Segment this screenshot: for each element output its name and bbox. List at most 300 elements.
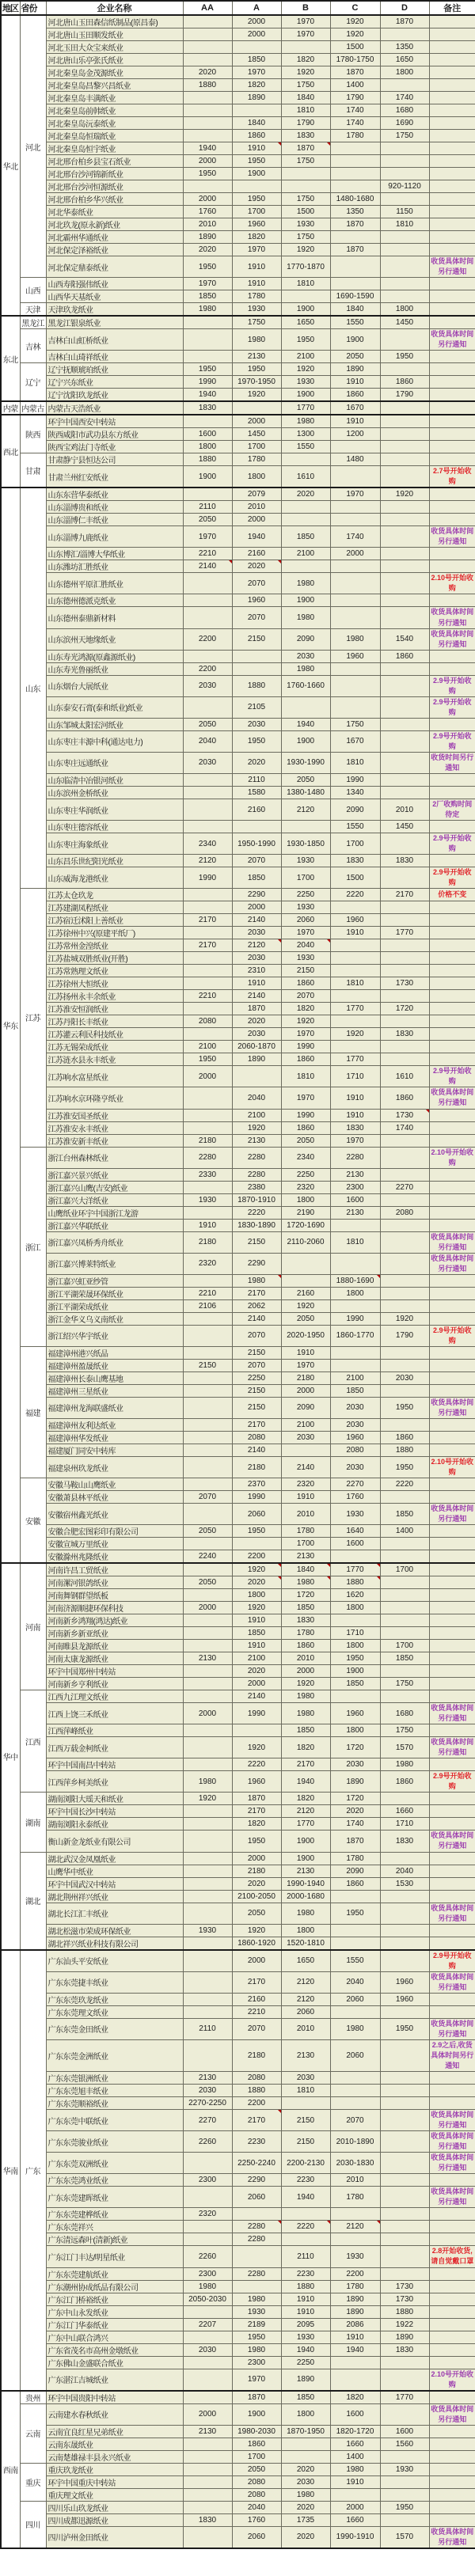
- note-cell: [429, 206, 475, 218]
- table-row: [1, 526, 475, 548]
- price-cell-C: 1960: [330, 914, 380, 927]
- price-cell-C: 1780: [330, 2280, 380, 2293]
- note-cell: [429, 1418, 475, 1431]
- note-cell: [429, 914, 475, 927]
- table-row: [1, 2267, 475, 2280]
- price-cell-B: 1650: [281, 1950, 330, 1972]
- price-cell-AA: 2050: [183, 718, 232, 730]
- province-cell: 山西: [20, 278, 46, 303]
- note-cell: 2.9号开始收购: [429, 867, 475, 889]
- price-cell-A: 2070: [232, 2018, 281, 2039]
- price-cell-D: [380, 1550, 429, 1564]
- price-cell-D: 1870: [380, 15, 429, 28]
- price-cell-D: 1830: [380, 1831, 429, 1852]
- price-cell-A: 2040: [232, 1087, 281, 1109]
- price-cell-C: 1660: [330, 2513, 380, 2526]
- price-cell-B: 1980: [281, 1903, 330, 1924]
- price-cell-C: 1790: [330, 92, 380, 104]
- price-cell-D: [380, 2187, 429, 2208]
- province-cell: 云南: [20, 2403, 46, 2463]
- company-cell: 广东汕头平安纸业: [46, 1950, 183, 1972]
- price-cell-AA: 2030: [183, 2343, 232, 2356]
- column-header-1: 省份: [20, 1, 46, 15]
- table-row: [1, 1287, 475, 1299]
- note-cell: [429, 1993, 475, 2005]
- note-cell: [429, 1758, 475, 1771]
- price-cell-D: 1750: [380, 1678, 429, 1690]
- company-cell: 安徽宿州鑫光纸业: [46, 1504, 183, 1525]
- company-cell: 湖南浏阳永泰纸业: [46, 1818, 183, 1831]
- price-cell-C: 1880-1690: [330, 1274, 380, 1287]
- table-row: [1, 650, 475, 662]
- province-cell: 广东: [20, 1950, 46, 2391]
- price-cell-C: 1870: [330, 218, 380, 231]
- note-cell: 2.9号开始收购: [429, 696, 475, 718]
- price-cell-C: [330, 965, 380, 977]
- note-cell: [429, 1206, 475, 1219]
- price-cell-C: 1760: [330, 1491, 380, 1504]
- price-cell-A: 1850: [232, 54, 281, 66]
- note-cell: [429, 1589, 475, 1602]
- price-cell-AA: 2280: [183, 1147, 232, 1168]
- price-cell-D: [380, 2450, 429, 2463]
- price-cell-D: [380, 193, 429, 206]
- price-cell-A: 1780: [232, 453, 281, 466]
- price-cell-AA: 1910: [183, 1219, 232, 1231]
- note-cell: [429, 180, 475, 193]
- price-cell-B: 1700: [281, 867, 330, 889]
- price-cell-B: [281, 453, 330, 466]
- note-cell: [429, 168, 475, 180]
- price-cell-C: 1200: [330, 428, 380, 441]
- price-cell-D: [380, 2110, 429, 2131]
- table-row: [1, 2085, 475, 2097]
- price-cell-C: [330, 560, 380, 573]
- price-cell-AA: 2000: [183, 2403, 232, 2425]
- price-cell-D: [380, 2097, 429, 2110]
- province-cell: 天津: [20, 303, 46, 317]
- note-cell: [429, 2391, 475, 2404]
- price-cell-A: 1990: [232, 1703, 281, 1724]
- note-cell: 收货具体时间另行通知: [429, 1831, 475, 1852]
- price-cell-B: 2030: [281, 2475, 330, 2488]
- price-cell-AA: 2140: [183, 560, 232, 573]
- price-cell-C: 1980: [330, 2018, 380, 2039]
- price-cell-C: [330, 256, 380, 278]
- price-cell-B: 1970: [281, 28, 330, 41]
- note-cell: [429, 1890, 475, 1903]
- table-row: [1, 66, 475, 79]
- company-cell: 河北唐山玉田顺发纸业: [46, 28, 183, 41]
- table-row: [1, 1724, 475, 1737]
- company-cell: 山东淄博九鹿纸业: [46, 526, 183, 548]
- note-cell: [429, 1371, 475, 1384]
- price-cell-AA: 1950: [183, 168, 232, 180]
- price-cell-D: 1770: [380, 927, 429, 939]
- note-cell: 收货具体时间另行通知: [429, 628, 475, 650]
- price-cell-A: 1950: [232, 1831, 281, 1852]
- company-cell: 河南济源顺捷环保科技: [46, 1602, 183, 1614]
- price-cell-AA: [183, 1478, 232, 1491]
- table-row: [1, 303, 475, 317]
- price-cell-C: 1970: [330, 488, 380, 501]
- note-cell: [429, 231, 475, 244]
- table-row: [1, 1525, 475, 1538]
- table-row: [1, 1444, 475, 1456]
- company-cell: 环宇中国长沙中转站: [46, 1805, 183, 1818]
- price-cell-D: 1920: [380, 488, 429, 501]
- price-cell-B: [281, 2233, 330, 2246]
- price-cell-C: [330, 1359, 380, 1371]
- note-cell: [429, 1924, 475, 1937]
- price-cell-AA: [183, 2356, 232, 2369]
- price-cell-D: [380, 1890, 429, 1903]
- note-cell: [429, 2085, 475, 2097]
- price-cell-D: [380, 1627, 429, 1640]
- price-cell-A: 2020: [232, 1877, 281, 1890]
- table-row: [1, 2280, 475, 2293]
- price-cell-D: [380, 774, 429, 787]
- price-cell-C: 1990: [330, 774, 380, 787]
- province-cell: 山东: [20, 488, 46, 889]
- note-cell: 收货具体时间另行通知: [429, 2153, 475, 2174]
- price-cell-D: 1700: [380, 1640, 429, 1652]
- price-cell-B: 2200-2130: [281, 2153, 330, 2174]
- price-cell-A: 2020: [232, 752, 281, 773]
- price-cell-B: 1770: [281, 401, 330, 415]
- price-cell-C: 1770: [330, 1053, 380, 1066]
- company-cell: 山鹰华中纸业: [46, 1865, 183, 1877]
- note-cell: [429, 1877, 475, 1890]
- table-row: [1, 1231, 475, 1253]
- price-cell-AA: [183, 1109, 232, 1121]
- note-cell: 收货具体时间另行通知: [429, 2018, 475, 2039]
- note-cell: [429, 453, 475, 466]
- table-row: [1, 501, 475, 514]
- price-cell-AA: [183, 1003, 232, 1015]
- price-cell-A: 1800: [232, 1589, 281, 1602]
- price-cell-B: 1820: [281, 1003, 330, 1015]
- table-row: [1, 2488, 475, 2501]
- table-row: [1, 488, 475, 501]
- table-row: [1, 1563, 475, 1576]
- table-row: [1, 316, 475, 329]
- table-row: [1, 329, 475, 351]
- price-cell-A: 2020: [232, 1665, 281, 1678]
- price-cell-C: 1810: [330, 977, 380, 990]
- price-cell-AA: [183, 1121, 232, 1134]
- table-row: [1, 1087, 475, 1109]
- price-cell-A: 2200: [232, 1550, 281, 1564]
- price-cell-C: [330, 2085, 380, 2097]
- note-cell: 收货具体时间另行通知: [429, 2187, 475, 2208]
- price-cell-B: [281, 2097, 330, 2110]
- company-cell: 江苏涟水县永丰纸业: [46, 1053, 183, 1066]
- price-cell-B: 1840: [281, 92, 330, 104]
- price-cell-A: 2070: [232, 607, 281, 628]
- table-row: [1, 1397, 475, 1418]
- price-cell-A: 2080: [232, 2475, 281, 2488]
- table-row: [1, 79, 475, 92]
- company-cell: 山东淄博仁丰纸业: [46, 514, 183, 526]
- price-cell-C: 1720: [330, 1793, 380, 1805]
- price-cell-AA: 1990: [183, 867, 232, 889]
- company-cell: 山东枣庄海象纸业: [46, 833, 183, 855]
- note-cell: [429, 488, 475, 501]
- price-cell-AA: [183, 1274, 232, 1287]
- note-cell: 2.10号开始收购: [429, 2369, 475, 2391]
- price-cell-C: [330, 1346, 380, 1359]
- price-cell-D: [380, 428, 429, 441]
- company-cell: 山东滨州金桥纸业: [46, 787, 183, 799]
- company-cell: 广东东莞金洲纸业: [46, 2039, 183, 2071]
- price-cell-D: 1720: [380, 1003, 429, 1015]
- price-cell-A: 2020: [232, 1015, 281, 1028]
- price-cell-B: 2010: [281, 2018, 330, 2039]
- column-header-5: B: [281, 1, 330, 15]
- price-cell-AA: [183, 351, 232, 363]
- price-cell-C: 2060: [330, 2039, 380, 2071]
- price-cell-A: 1930: [232, 2305, 281, 2318]
- note-cell: [429, 501, 475, 514]
- price-cell-C: 1400: [330, 2450, 380, 2463]
- price-cell-D: [380, 1937, 429, 1950]
- price-cell-A: 1930: [232, 303, 281, 317]
- table-row: [1, 441, 475, 453]
- table-row: [1, 2356, 475, 2369]
- price-cell-A: 1700: [232, 441, 281, 453]
- price-cell-D: 1920: [380, 1312, 429, 1325]
- company-cell: 广东东莞双洲纸业: [46, 2153, 183, 2174]
- note-cell: [429, 1003, 475, 1015]
- price-cell-D: 1730: [380, 2280, 429, 2293]
- price-cell-AA: [183, 2305, 232, 2318]
- price-cell-B: 1990-1940: [281, 1877, 330, 1890]
- price-cell-D: [380, 363, 429, 376]
- price-cell-A: 1900: [232, 2403, 281, 2425]
- note-cell: [429, 2233, 475, 2246]
- price-cell-AA: [183, 54, 232, 66]
- table-row: [1, 2318, 475, 2331]
- table-row: [1, 560, 475, 573]
- price-cell-B: 2230: [281, 2267, 330, 2280]
- price-cell-D: 1790: [380, 389, 429, 402]
- company-cell: 广东东莞鸿业纸业: [46, 2174, 183, 2187]
- note-cell: 2.9之后,收货具体时间另行通知: [429, 2039, 475, 2071]
- price-cell-A: 1870-1910: [232, 1193, 281, 1206]
- price-cell-B: 2160: [281, 1287, 330, 1299]
- price-cell-AA: 1950: [183, 256, 232, 278]
- province-cell: 湖北: [20, 1852, 46, 1950]
- company-cell: 山东邹城太阳宏河纸业: [46, 718, 183, 730]
- price-cell-C: 1870: [330, 66, 380, 79]
- price-cell-D: [380, 1950, 429, 1972]
- company-cell: 广东东莞旭丰纸业: [46, 2085, 183, 2097]
- price-cell-A: 1780: [232, 290, 281, 303]
- price-cell-D: [380, 1924, 429, 1937]
- price-cell-B: 1870-1950: [281, 2425, 330, 2438]
- price-cell-D: 1650: [380, 54, 429, 66]
- price-cell-B: 1920: [281, 1299, 330, 1312]
- province-cell: 河北: [20, 15, 46, 278]
- company-cell: 河南许昌工贸纸业: [46, 1563, 183, 1576]
- price-cell-B: 1750: [281, 155, 330, 168]
- price-cell-C: 1340: [330, 787, 380, 799]
- price-cell-D: 1770: [380, 2391, 429, 2404]
- price-cell-B: 1900: [281, 1852, 330, 1865]
- price-cell-C: 1850: [330, 1384, 380, 1397]
- price-cell-AA: [183, 1589, 232, 1602]
- note-cell: 收货时间另行通知: [429, 752, 475, 773]
- price-cell-D: [380, 1193, 429, 1206]
- price-cell-B: 1990: [281, 1109, 330, 1121]
- price-cell-B: 1970: [281, 1359, 330, 1371]
- price-cell-AA: [183, 1724, 232, 1737]
- price-cell-B: 2250: [281, 1168, 330, 1181]
- price-cell-D: [380, 1231, 429, 1253]
- price-cell-C: 2000: [330, 548, 380, 560]
- price-cell-A: 1950: [232, 155, 281, 168]
- table-row: [1, 1121, 475, 1134]
- price-cell-AA: [183, 2005, 232, 2018]
- price-cell-AA: [183, 889, 232, 901]
- price-cell-AA: [183, 952, 232, 965]
- price-cell-AA: 2150: [183, 1359, 232, 1371]
- price-cell-D: 1150: [380, 206, 429, 218]
- price-cell-A: 2280: [232, 2233, 281, 2246]
- price-cell-AA: [183, 1431, 232, 1444]
- table-row: [1, 168, 475, 180]
- price-cell-AA: 1970: [183, 526, 232, 548]
- company-cell: 辽宁抚顺琥珀纸业: [46, 363, 183, 376]
- price-cell-B: [281, 1253, 330, 1274]
- note-cell: [429, 2356, 475, 2369]
- note-cell: [429, 965, 475, 977]
- price-cell-A: 1950: [232, 1525, 281, 1538]
- note-cell: [429, 1678, 475, 1690]
- price-cell-D: [380, 1418, 429, 1431]
- price-cell-D: [380, 2131, 429, 2153]
- table-row: [1, 401, 475, 415]
- price-cell-A: 2010: [232, 501, 281, 514]
- table-row: [1, 1359, 475, 1371]
- company-cell: 福建漳州盈晟纸业: [46, 1359, 183, 1371]
- table-row: [1, 1015, 475, 1028]
- note-cell: [429, 41, 475, 54]
- company-cell: 浙江台州森林纸业: [46, 1147, 183, 1168]
- note-cell: [429, 363, 475, 376]
- company-cell: 广东中山联合鸿兴: [46, 2331, 183, 2343]
- province-cell: 四川: [20, 2501, 46, 2548]
- price-cell-AA: 2320: [183, 2208, 232, 2221]
- company-cell: 安徽马鞍山山鹰纸业: [46, 1478, 183, 1491]
- company-cell: 河北玉田大众宝来纸业: [46, 41, 183, 54]
- price-cell-D: 1890: [380, 2331, 429, 2343]
- note-cell: [429, 1219, 475, 1231]
- note-cell: [429, 1121, 475, 1134]
- table-row: [1, 1299, 475, 1312]
- price-cell-D: [380, 2153, 429, 2174]
- price-cell-A: 2380: [232, 1181, 281, 1193]
- price-cell-A: 1980: [232, 329, 281, 351]
- table-row: [1, 363, 475, 376]
- price-cell-B: 1780: [281, 1525, 330, 1538]
- price-cell-B: [281, 514, 330, 526]
- province-cell: 陕西: [20, 415, 46, 453]
- company-cell: 江苏灌云利民科技纸业: [46, 1028, 183, 1041]
- price-cell-AA: [183, 696, 232, 718]
- note-cell: [429, 2305, 475, 2318]
- company-cell: 山东德州德派克纸业: [46, 594, 183, 607]
- price-cell-AA: 1880: [183, 79, 232, 92]
- price-cell-AA: [183, 1890, 232, 1903]
- note-cell: [429, 2097, 475, 2110]
- price-cell-C: 1670: [330, 730, 380, 752]
- price-cell-D: [380, 526, 429, 548]
- price-cell-AA: [183, 2391, 232, 2404]
- price-cell-C: 1690-1590: [330, 290, 380, 303]
- price-cell-C: 1920: [330, 15, 380, 28]
- note-cell: [429, 855, 475, 867]
- price-cell-A: 1910: [232, 142, 281, 155]
- note-cell: [429, 92, 475, 104]
- price-cell-A: 2110: [232, 774, 281, 787]
- price-cell-B: 1930: [281, 376, 330, 389]
- note-cell: [429, 1274, 475, 1287]
- province-cell: 安徽: [20, 1478, 46, 1564]
- price-cell-B: 2000: [281, 1384, 330, 1397]
- company-cell: 河北玖龙(原永新)纸业: [46, 218, 183, 231]
- price-cell-A: 1920: [232, 1924, 281, 1937]
- price-cell-D: [380, 329, 429, 351]
- company-cell: 江西上饶三禾纸业: [46, 1703, 183, 1724]
- company-cell: 湖北祥兴纸业科技有限公司: [46, 1937, 183, 1950]
- note-cell: [429, 1627, 475, 1640]
- price-cell-D: [380, 1793, 429, 1805]
- table-row: [1, 2463, 475, 2475]
- price-cell-B: [281, 1444, 330, 1456]
- price-cell-C: 1830: [330, 855, 380, 867]
- price-cell-D: [380, 168, 429, 180]
- price-cell-D: 1730: [380, 977, 429, 990]
- price-cell-C: [330, 1219, 380, 1231]
- table-row: [1, 466, 475, 488]
- table-row: [1, 2425, 475, 2438]
- price-cell-D: [380, 244, 429, 256]
- price-cell-C: 1550: [330, 821, 380, 833]
- note-cell: [429, 1299, 475, 1312]
- note-cell: [429, 376, 475, 389]
- price-cell-AA: [183, 927, 232, 939]
- price-cell-A: 2140: [232, 1312, 281, 1325]
- price-cell-AA: [183, 1758, 232, 1771]
- price-cell-C: 1940: [330, 2343, 380, 2356]
- price-cell-B: 1900: [281, 594, 330, 607]
- price-cell-A: 2120: [232, 939, 281, 952]
- note-cell: [429, 1346, 475, 1359]
- price-cell-B: 2070: [281, 990, 330, 1003]
- province-cell: 内蒙古: [20, 401, 46, 415]
- price-cell-C: [330, 2369, 380, 2391]
- company-cell: 广东东莞银洲纸业: [46, 2072, 183, 2085]
- price-cell-AA: 2270-2250: [183, 2097, 232, 2110]
- price-cell-AA: [183, 2438, 232, 2450]
- price-cell-A: 2000: [232, 1950, 281, 1972]
- price-cell-D: [380, 1168, 429, 1181]
- price-cell-AA: 2120: [183, 855, 232, 867]
- price-cell-AA: [183, 329, 232, 351]
- note-cell: 收货具体时间另行通知: [429, 1971, 475, 1993]
